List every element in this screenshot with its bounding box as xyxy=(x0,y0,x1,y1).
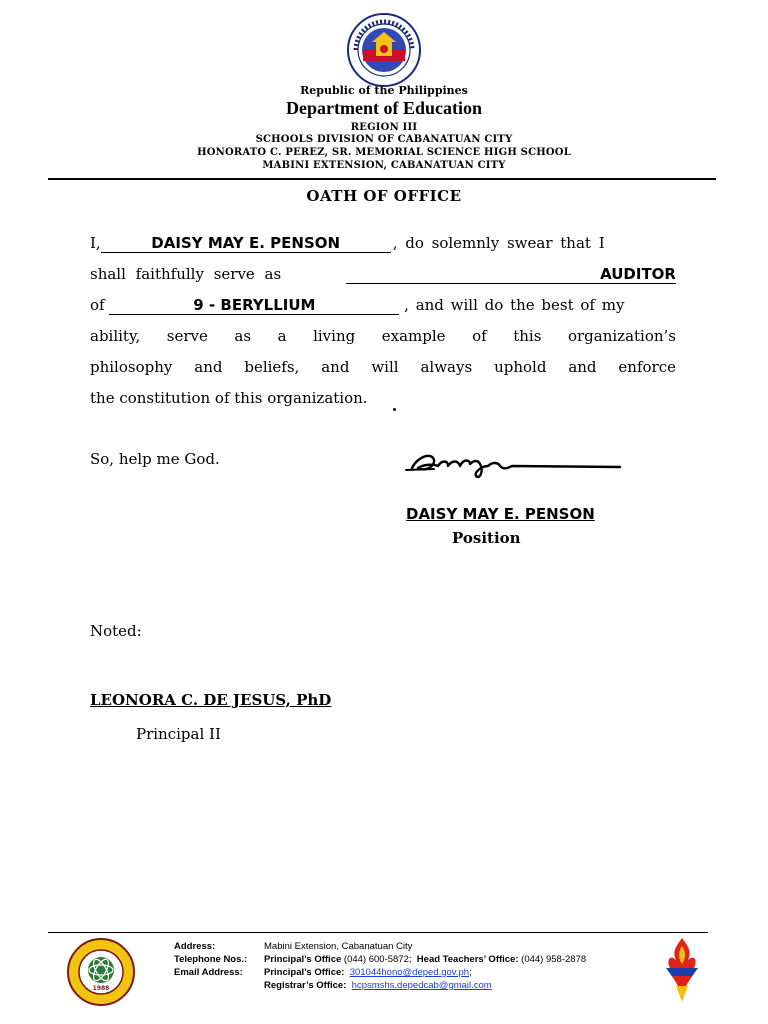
footer-principal-email-line: Principal’s Office: 301044hono@deped.gov.ph; xyxy=(264,967,472,978)
signature-icon xyxy=(404,446,624,486)
oath-text: of xyxy=(90,296,105,314)
footer-email-label: Email Address: xyxy=(174,967,243,978)
oath-line-4: ability, serve as a living example of this organization’s xyxy=(90,327,676,345)
head-teachers-label: Head Teachers’ Office: xyxy=(416,954,519,965)
header-divider xyxy=(48,178,716,180)
signatory-position-label: Position xyxy=(452,529,521,547)
principal-email-label: Principal’s Office: xyxy=(264,967,345,978)
noted-label: Noted: xyxy=(90,622,142,640)
footer-registrar-email-line xyxy=(264,980,492,991)
footer-address-label: Address: xyxy=(174,941,216,952)
deped-torch-logo-icon xyxy=(658,936,706,1004)
member-name-field: DAISY MAY E. PENSON xyxy=(101,234,391,253)
republic-line: Republic of the Philippines xyxy=(300,84,468,97)
head-teachers-phone: (044) 958-2878 xyxy=(521,954,587,965)
school-logo-icon xyxy=(66,937,136,1007)
registrar-email-link[interactable]: hcpsmshs.depedcab@gmail.com xyxy=(351,980,492,991)
oath-line-1 xyxy=(90,234,676,256)
signatory-name: DAISY MAY E. PENSON xyxy=(406,505,595,523)
section-field: 9 - BERYLLIUM xyxy=(109,296,399,315)
principal-email-link[interactable]: 301044hono@deped.gov.ph xyxy=(349,967,470,978)
oath-text: shall faithfully serve as xyxy=(90,265,282,283)
principal-office-label: Principal’s Office xyxy=(264,954,342,965)
oath-line-3 xyxy=(90,296,676,318)
principal-title: Principal II xyxy=(136,725,221,743)
registrar-email-label: Registrar’s Office: xyxy=(264,980,347,991)
document-title: OATH OF OFFICE xyxy=(306,187,462,205)
principal-name: LEONORA C. DE JESUS, PhD xyxy=(90,691,332,709)
school-line: HONORATO C. PEREZ, SR. MEMORIAL SCIENCE HIGH SCHOOL xyxy=(197,147,571,158)
footer-telephone-label: Telephone Nos.: xyxy=(174,954,248,965)
oath-text: , do solemnly swear that I xyxy=(392,234,605,252)
closing-line: So, help me God. xyxy=(90,450,220,468)
position-field: AUDITOR xyxy=(346,265,676,284)
department-name: Department of Education xyxy=(286,98,482,118)
address-line: MABINI EXTENSION, CABANATUAN CITY xyxy=(262,160,506,171)
oath-text: I, xyxy=(90,234,101,252)
school-logo-year: 1988 xyxy=(92,985,110,992)
oath-line-6: the constitution of this organization. xyxy=(90,389,368,407)
oath-text: , and will do the best of my xyxy=(404,296,625,314)
region-line: REGION III xyxy=(350,122,418,133)
footer-telephone-line xyxy=(264,954,586,965)
footer-address-value: Mabini Extension, Cabanatuan City xyxy=(264,941,413,952)
deped-seal-icon xyxy=(346,12,422,88)
principal-phone: (044) 600-5872; xyxy=(343,954,412,965)
oath-line-5: philosophy and beliefs, and will always uphold and enforce xyxy=(90,358,676,376)
footer-divider xyxy=(48,932,708,933)
stray-dot xyxy=(393,408,396,411)
division-line: SCHOOLS DIVISION OF CABANATUAN CITY xyxy=(255,134,513,145)
oath-line-2 xyxy=(90,265,676,287)
